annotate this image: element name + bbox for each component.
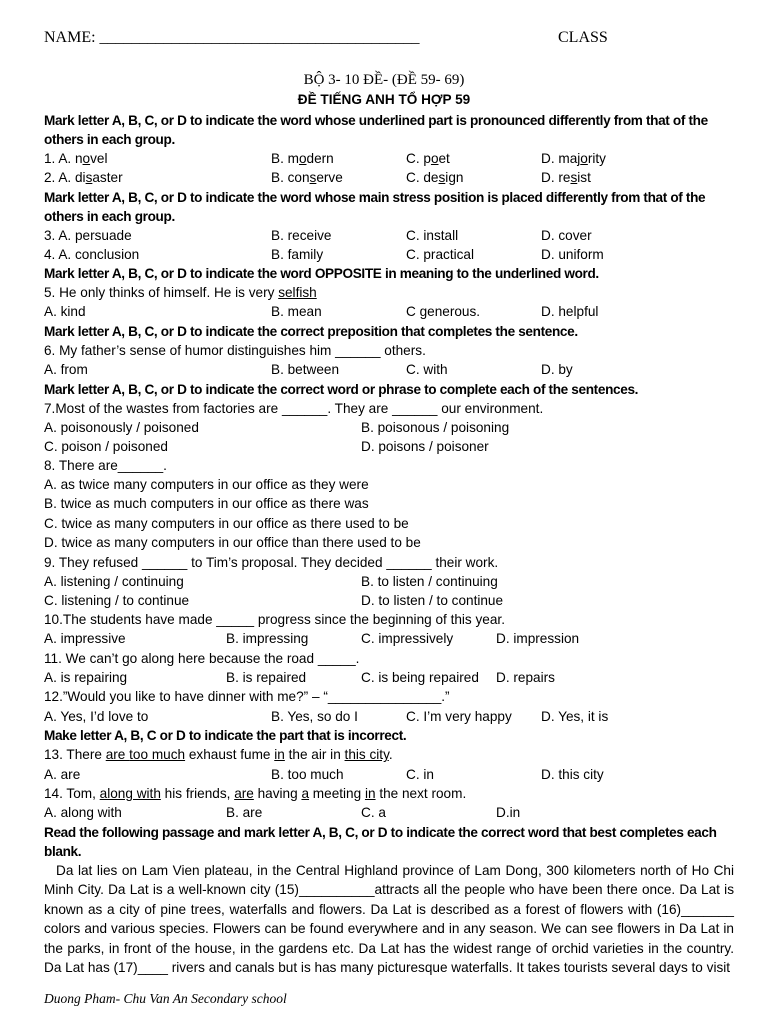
q14-option-b: B. are — [226, 805, 263, 820]
q7-option-c: C. poison / poisoned — [44, 439, 168, 454]
section-instruction-preposition: Mark letter A, B, C, or D to indicate the correct preposition that completes the sentence. — [44, 324, 578, 339]
class-field-label: CLASS — [558, 29, 608, 46]
q8-option-d: D. twice as many computers in our office than there used to be — [44, 535, 421, 550]
q2-option-b: B. conserve — [271, 170, 343, 185]
q7-option-d: D. poisons / poisoner — [361, 439, 489, 454]
question-5-stem: 5. He only thinks of himself. He is very selfish — [44, 285, 317, 300]
q5-option-d: D. helpful — [541, 304, 599, 319]
q12-option-a: A. Yes, I’d love to — [44, 709, 149, 724]
question-12-stem: 12.”Would you like to have dinner with me?” – “_______________.” — [44, 689, 450, 704]
q4-option-d: D. uniform — [541, 247, 604, 262]
q9-option-b: B. to listen / continuing — [361, 574, 498, 589]
q8-option-a: A. as twice many computers in our office as they were — [44, 477, 369, 492]
q3-option-b: B. receive — [271, 228, 332, 243]
q11-option-b: B. is repaired — [226, 670, 307, 685]
q5-option-c: C generous. — [406, 304, 481, 319]
q10-option-a: A. impressive — [44, 631, 126, 646]
q6-option-d: D. by — [541, 362, 573, 377]
question-7-stem: 7.Most of the wastes from factories are ______. They are ______ our environment. — [44, 401, 544, 416]
q1-option-b: B. modern — [271, 151, 334, 166]
test-title: ĐỀ TIẾNG ANH TỔ HỢP 59 — [297, 92, 471, 107]
q2-option-d: D. resist — [541, 170, 591, 185]
question-10-stem: 10.The students have made _____ progress since the beginning of this year. — [44, 612, 505, 627]
name-field-label: NAME: ________________________________________ — [44, 29, 420, 46]
q12-option-c: C. I’m very happy — [406, 709, 512, 724]
q10-option-c: C. impressively — [361, 631, 454, 646]
q11-option-a: A. is repairing — [44, 670, 128, 685]
q8-option-b: B. twice as much computers in our office as there was — [44, 496, 369, 511]
q13-option-c: C. in — [406, 767, 434, 782]
q6-option-c: C. with — [406, 362, 448, 377]
question-14-stem: 14. Tom, along with his friends, are having a meeting in the next room. — [44, 786, 467, 801]
q6-option-b: B. between — [271, 362, 340, 377]
question-8-stem: 8. There are______. — [44, 458, 167, 473]
question-13-stem: 13. There are too much exhaust fume in the air in this city. — [44, 747, 393, 762]
reading-passage: Da lat lies on Lam Vien plateau, in the Central Highland province of Lam Dong, 300 kilometers north of Ho Chi Minh City. Da Lat is a well-known city (15)__________attracts all the people who have been there once. Da Lat is known as a city of pine trees, waterfalls and flowers. Da Lat is described as a forest of flowers with (16)_______ colors and various species. Flowers can be found everywhere and in any season. We can see flowers in Da Lat in the parks, in front of the house, in the gardens etc. Da Lat has the widest range of orchid varieties in the country. Da Lat has (17)____ rivers and canals but is has many picturesque waterfalls. It takes tourists several days to visit — [44, 863, 734, 976]
q11-option-c: C. is being repaired — [361, 670, 479, 685]
q5-option-a: A. kind — [44, 304, 86, 319]
q8-option-c: C. twice as many computers in our office as there used to be — [44, 516, 409, 531]
q5-option-b: B. mean — [271, 304, 322, 319]
q2-option-c: C. design — [406, 170, 464, 185]
q3-option-c: C. install — [406, 228, 459, 243]
q9-option-a: A. listening / continuing — [44, 574, 184, 589]
q13-option-b: B. too much — [271, 767, 344, 782]
question-6-stem: 6. My father’s sense of humor distinguishes him ______ others. — [44, 343, 426, 358]
q1-option-a: 1. A. novel — [44, 151, 108, 166]
q11-option-d: D. repairs — [496, 670, 555, 685]
q6-option-a: A. from — [44, 362, 88, 377]
q1-option-d: D. majority — [541, 151, 606, 166]
section-instruction-error: Make letter A, B, C or D to indicate the part that is incorrect. — [44, 728, 407, 743]
q13-option-d: D. this city — [541, 767, 604, 782]
footer-author: Duong Pham- Chu Van An Secondary school — [44, 991, 287, 1006]
question-11-stem: 11. We can’t go along here because the road _____. — [44, 651, 360, 666]
q10-option-b: B. impressing — [226, 631, 309, 646]
q12-option-d: D. Yes, it is — [541, 709, 609, 724]
q14-option-c: C. a — [361, 805, 386, 820]
q1-option-c: C. poet — [406, 151, 450, 166]
section-instruction-passage: Read the following passage and mark letter A, B, C, or D to indicate the correct word that best completes each blank. — [44, 825, 717, 859]
q14-option-a: A. along with — [44, 805, 122, 820]
section-instruction-complete: Mark letter A, B, C, or D to indicate the correct word or phrase to complete each of the sentences. — [44, 382, 639, 397]
q2-option-a: 2. A. disaster — [44, 170, 123, 185]
q14-option-d: D.in — [496, 805, 521, 820]
q7-option-b: B. poisonous / poisoning — [361, 420, 510, 435]
q7-option-a: A. poisonously / poisoned — [44, 420, 199, 435]
q4-option-c: C. practical — [406, 247, 474, 262]
q13-option-a: A. are — [44, 767, 81, 782]
question-9-stem: 9. They refused ______ to Tim’s proposal. They decided ______ their work. — [44, 555, 499, 570]
series-title: BỘ 3- 10 ĐỀ- (ĐỀ 59- 69) — [303, 72, 465, 88]
section-instruction-pronunciation: Mark letter A, B, C, or D to indicate the word whose underlined part is pronounced differently from that of the others in each group. — [44, 113, 708, 147]
q3-option-a: 3. A. persuade — [44, 228, 132, 243]
q9-option-c: C. listening / to continue — [44, 593, 190, 608]
section-instruction-stress: Mark letter A, B, C, or D to indicate the word whose main stress position is placed differently from that of the others in each group. — [44, 190, 706, 224]
q4-option-a: 4. A. conclusion — [44, 247, 140, 262]
q10-option-d: D. impression — [496, 631, 580, 646]
q3-option-d: D. cover — [541, 228, 592, 243]
q12-option-b: B. Yes, so do I — [271, 709, 358, 724]
q9-option-d: D. to listen / to continue — [361, 593, 504, 608]
section-instruction-opposite: Mark letter A, B, C, or D to indicate the word OPPOSITE in meaning to the underlined word. — [44, 266, 599, 281]
q4-option-b: B. family — [271, 247, 324, 262]
